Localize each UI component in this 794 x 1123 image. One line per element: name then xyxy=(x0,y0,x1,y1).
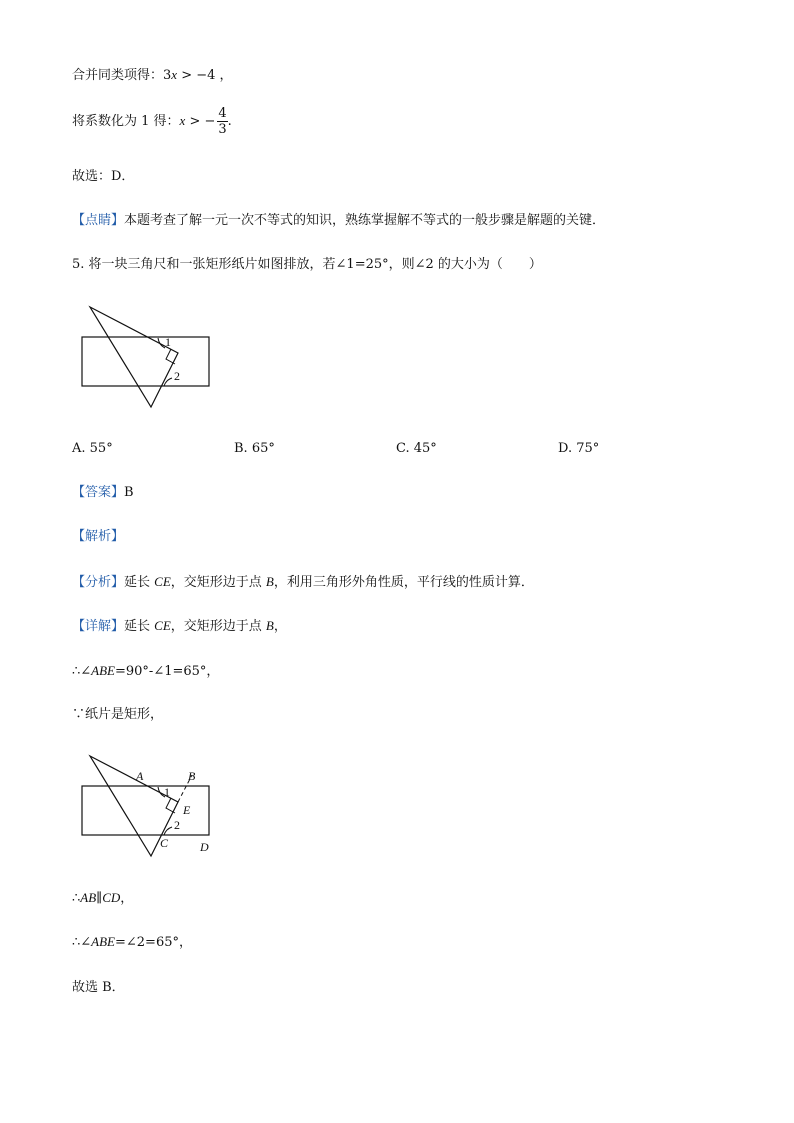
angle-1-label: 1 xyxy=(165,335,171,349)
step-3-cd: CD xyxy=(102,890,121,905)
step-3-parallel: ∥ xyxy=(96,891,103,906)
question-5-text: 5. 将一块三角尺和一张矩形纸片如图排放，若∠1=25°，则∠2 的大小为（ ） xyxy=(72,257,542,272)
merge-coefficient: 3 xyxy=(163,68,172,83)
step-1-rest: =90°-∠1=65°， xyxy=(115,664,220,679)
step-5: 故选 B． xyxy=(72,980,125,995)
step-4-prefix: ∴∠ xyxy=(72,935,92,950)
option-a: A. 55° xyxy=(72,441,113,456)
step-3-end: ， xyxy=(120,891,134,906)
fenxi-tag: 【分析】 xyxy=(72,575,125,590)
dianjing-text: 本题考查了解一元一次不等式的知识，熟练掌握解不等式的一般步骤是解题的关键． xyxy=(124,213,606,228)
point-d-label: D xyxy=(200,840,209,854)
step-2: ∵纸片是矩形， xyxy=(72,707,164,722)
fenxi-text-3: ，利用三角形外角性质，平行线的性质计算． xyxy=(273,575,534,590)
step-1-prefix: ∴∠ xyxy=(72,664,92,679)
coef-operator: > − xyxy=(185,114,216,129)
step-1-abe: ABE xyxy=(91,663,115,678)
xiangjie-tag: 【详解】 xyxy=(72,619,125,634)
fenxi-text-1: 延长 xyxy=(124,575,155,590)
fenxi-ce: CE xyxy=(154,574,171,589)
option-c: C. 45° xyxy=(396,441,437,456)
step-4-abe: ABE xyxy=(91,934,115,949)
coef-variable: x xyxy=(179,113,186,128)
coef-end: . xyxy=(227,114,232,129)
fenxi-point-b: B xyxy=(265,574,274,589)
fenxi-text-2: ，交矩形边于点 xyxy=(170,575,266,590)
fraction-numerator: 4 xyxy=(218,106,227,121)
angle-2-label: 2 xyxy=(174,369,180,383)
fraction-denominator: 3 xyxy=(218,122,227,137)
merge-rhs: > −4 ， xyxy=(177,68,233,83)
point-e-label: E xyxy=(183,803,191,817)
xiangjie-text-1: 延长 xyxy=(124,619,155,634)
step-3-ab: AB xyxy=(80,890,97,905)
step-3-prefix: ∴ xyxy=(72,891,81,906)
point-a-label: A xyxy=(136,769,144,783)
option-d: D. 75° xyxy=(558,441,600,456)
coef-prefix: 将系数化为 1 得： xyxy=(72,114,180,129)
choose-d-line: 故选：D． xyxy=(72,169,135,184)
angle-2-label-2: 2 xyxy=(174,818,180,832)
answer-tag: 【答案】 xyxy=(72,485,125,500)
point-b-label: B xyxy=(188,769,196,783)
point-c-label: C xyxy=(160,836,169,850)
option-b: B. 65° xyxy=(234,441,275,456)
merge-variable: x xyxy=(171,67,178,82)
angle-1-label-2: 1 xyxy=(164,785,170,799)
step-4-rest: =∠2=65°， xyxy=(115,935,192,950)
merge-prefix: 合并同类项得： xyxy=(72,68,164,83)
analysis-tag-text: 【解析】 xyxy=(72,529,125,544)
answer-value: B xyxy=(124,485,134,500)
xiangjie-ce: CE xyxy=(154,618,171,633)
step-3 xyxy=(72,889,133,908)
step-4 xyxy=(72,933,192,952)
xiangjie-point-b: B xyxy=(265,618,274,633)
xiangjie-text-2: ，交矩形边于点 xyxy=(170,619,266,634)
dianjing-tag: 【点睛】 xyxy=(72,213,125,228)
xiangjie-text-3: ， xyxy=(273,619,287,634)
